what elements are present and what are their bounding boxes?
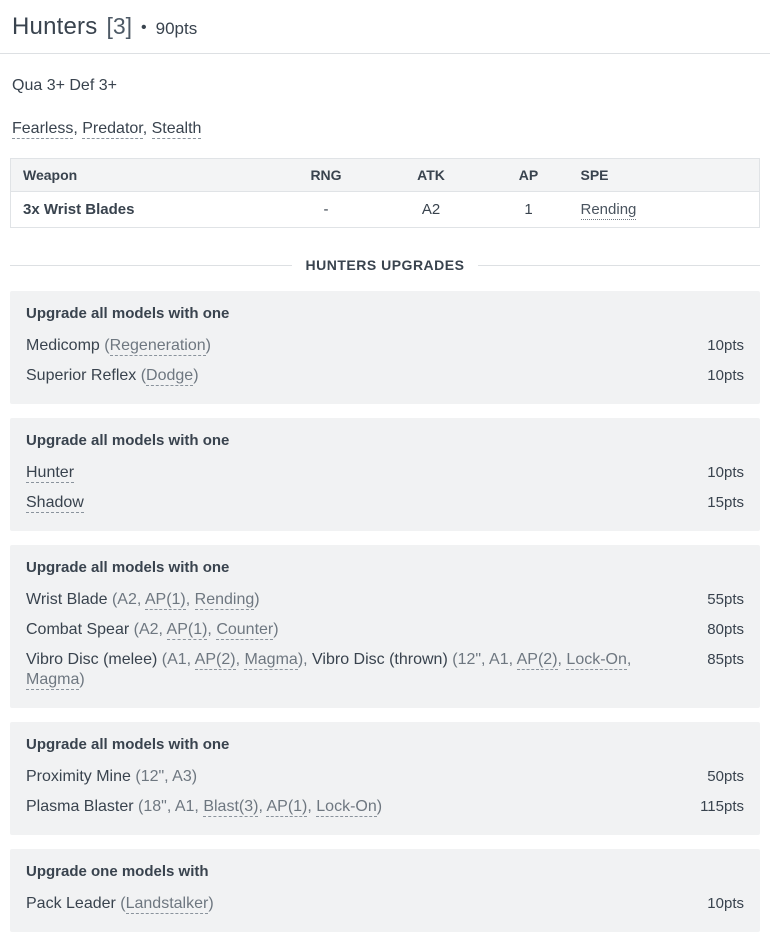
special-rule-link[interactable]: Predator xyxy=(82,120,143,137)
upgrade-text-segment: , xyxy=(307,798,317,815)
upgrade-text-segment: Plasma Blaster xyxy=(26,798,139,815)
upgrade-option-row xyxy=(26,645,744,695)
upgrade-text-segment: ) xyxy=(205,337,211,354)
upgrade-text-segment: (A1, xyxy=(161,651,195,668)
upgrade-text-segment: , xyxy=(557,651,567,668)
upgrade-option-row xyxy=(26,361,744,391)
upgrade-text-segment: Combat Spear xyxy=(26,621,134,638)
upgrade-text-segment: ( xyxy=(140,367,147,384)
upgrade-option-points: 85pts xyxy=(707,651,744,668)
upgrade-group xyxy=(10,418,760,531)
upgrade-rule-link[interactable]: AP(2) xyxy=(516,651,558,668)
weapon-atk-cell: A2 xyxy=(374,192,489,228)
upgrade-option-points: 10pts xyxy=(707,464,744,481)
upgrade-rule-link[interactable]: AP(1) xyxy=(266,798,308,815)
rule-separator: , xyxy=(142,120,152,137)
weapons-table xyxy=(10,158,760,228)
upgrade-text-segment: ) xyxy=(376,798,383,815)
weapon-special-rule-link[interactable]: Rending xyxy=(580,201,637,218)
upgrade-rule-link[interactable]: Magma xyxy=(244,651,298,668)
upgrade-option-label xyxy=(26,894,234,914)
upgrade-option-row xyxy=(26,889,744,919)
upgrade-rule-link[interactable]: Lock-On xyxy=(316,798,377,815)
upgrade-option-label xyxy=(26,463,94,483)
upgrade-rule-link[interactable]: AP(1) xyxy=(166,621,208,638)
upgrade-text-segment: (12", A1, xyxy=(452,651,517,668)
unit-special-rules xyxy=(10,120,760,138)
unit-title-line xyxy=(12,13,760,41)
upgrade-option-points: 80pts xyxy=(707,621,744,638)
upgrade-option-points: 10pts xyxy=(707,367,744,384)
upgrade-text-segment: (12", A3) xyxy=(135,768,198,785)
upgrade-text-segment: Wrist Blade xyxy=(26,591,112,608)
upgrade-text-segment: (18", A1, xyxy=(138,798,204,815)
upgrade-option-label xyxy=(26,620,299,640)
header-divider xyxy=(0,53,770,54)
upgrade-rule-link[interactable]: AP(1) xyxy=(144,591,186,608)
upgrade-option-row xyxy=(26,488,744,518)
upgrade-option-points: 15pts xyxy=(707,494,744,511)
weapons-column-header: Weapon xyxy=(11,159,279,192)
upgrade-rule-link[interactable]: AP(2) xyxy=(194,651,236,668)
upgrade-group-title: Upgrade all models with one xyxy=(26,305,230,322)
upgrade-text-segment: ) xyxy=(273,621,279,638)
upgrade-option-label xyxy=(26,493,104,513)
rule-separator: , xyxy=(73,120,83,137)
upgrade-option-label xyxy=(26,767,217,787)
upgrade-group xyxy=(10,291,760,404)
upgrade-option-row xyxy=(26,585,744,615)
divider-line-left xyxy=(10,265,292,266)
upgrade-rule-link[interactable]: Counter xyxy=(216,621,274,638)
upgrade-rule-link[interactable]: Rending xyxy=(194,591,255,608)
upgrade-option-points: 10pts xyxy=(707,895,744,912)
upgrade-option-label xyxy=(26,797,402,817)
upgrade-rule-link[interactable]: Shadow xyxy=(26,494,84,511)
unit-stats: Qua 3+ Def 3+ xyxy=(12,77,117,94)
upgrade-text-segment: (A2, xyxy=(133,621,167,638)
weapons-column-header: RNG xyxy=(279,159,374,192)
upgrade-text-segment: Superior Reflex xyxy=(26,367,141,384)
unit-card-header xyxy=(0,0,770,53)
upgrade-text-segment: , xyxy=(235,651,245,668)
upgrade-text-segment: (A2, xyxy=(111,591,145,608)
upgrade-option-label xyxy=(26,336,231,356)
bullet-separator: • xyxy=(141,19,147,36)
upgrade-rule-link[interactable]: Dodge xyxy=(146,367,194,384)
weapons-column-header: SPE xyxy=(569,159,760,192)
upgrade-text-segment: ) xyxy=(254,591,260,608)
weapons-column-header: AP xyxy=(489,159,569,192)
upgrade-rule-link[interactable]: Magma xyxy=(26,671,80,688)
unit-name: Hunters xyxy=(12,13,98,40)
upgrade-rule-link[interactable]: Landstalker xyxy=(125,895,209,912)
weapon-name: 3x Wrist Blades xyxy=(23,201,135,218)
upgrade-option-label xyxy=(26,650,707,690)
upgrade-text-segment: ) xyxy=(79,671,85,688)
upgrade-text-segment: ), xyxy=(297,651,308,668)
unit-card-content xyxy=(0,77,770,932)
upgrade-text-segment: ) xyxy=(193,367,199,384)
upgrade-option-row xyxy=(26,331,744,361)
upgrade-group-title: Upgrade all models with one xyxy=(26,736,230,753)
upgrade-group-title: Upgrade all models with one xyxy=(26,559,230,576)
upgrade-text-segment: Vibro Disc (thrown) xyxy=(307,651,453,668)
upgrade-option-points: 50pts xyxy=(707,768,744,785)
special-rule-link[interactable]: Fearless xyxy=(12,120,74,137)
special-rule-link[interactable]: Stealth xyxy=(151,120,202,137)
upgrade-rule-link[interactable]: Hunter xyxy=(26,464,75,481)
upgrade-group xyxy=(10,722,760,835)
upgrade-option-label xyxy=(26,366,219,386)
weapons-column-header: ATK xyxy=(374,159,489,192)
upgrade-option-row xyxy=(26,458,744,488)
upgrade-text-segment: ( xyxy=(120,895,126,912)
weapon-row xyxy=(11,192,760,228)
upgrade-group-title: Upgrade all models with one xyxy=(26,432,230,449)
upgrade-text-segment: ( xyxy=(104,337,110,354)
upgrade-groups xyxy=(10,291,760,932)
upgrade-group xyxy=(10,545,760,708)
upgrade-rule-link[interactable]: Lock-On xyxy=(566,651,627,668)
upgrade-text-segment: Vibro Disc (melee) xyxy=(26,651,162,668)
upgrade-group-title: Upgrade one models with xyxy=(26,863,209,880)
upgrade-option-row xyxy=(26,762,744,792)
upgrades-section-header xyxy=(10,257,760,273)
upgrade-text-segment: Pack Leader xyxy=(26,895,121,912)
upgrade-group xyxy=(10,849,760,932)
upgrade-text-segment: ) xyxy=(208,895,214,912)
upgrade-text-segment: , xyxy=(258,798,267,815)
upgrade-option-points: 10pts xyxy=(707,337,744,354)
weapon-rng-cell: - xyxy=(279,192,374,228)
upgrade-text-segment: , xyxy=(626,651,632,668)
upgrade-text-segment: Medicomp xyxy=(26,337,105,354)
upgrade-text-segment: , xyxy=(185,591,195,608)
unit-points: 90pts xyxy=(155,19,198,38)
weapon-ap-cell: 1 xyxy=(489,192,569,228)
weapon-spe-cell xyxy=(569,192,760,228)
upgrade-option-points: 115pts xyxy=(700,798,744,815)
upgrade-option-row xyxy=(26,792,744,822)
weapon-name-cell xyxy=(11,192,279,228)
upgrade-text-segment: Proximity Mine xyxy=(26,768,136,785)
upgrade-option-row xyxy=(26,615,744,645)
divider-line-right xyxy=(478,265,760,266)
upgrade-rule-link[interactable]: Blast(3) xyxy=(203,798,259,815)
upgrade-option-points: 55pts xyxy=(707,591,744,608)
weapons-table-header-row xyxy=(11,159,760,192)
upgrade-option-label xyxy=(26,590,280,610)
upgrade-rule-link[interactable]: Regeneration xyxy=(109,337,206,354)
upgrades-section-title: HUNTERS UPGRADES xyxy=(305,257,465,273)
unit-model-count: [3] xyxy=(106,13,133,39)
upgrade-text-segment: , xyxy=(207,621,217,638)
